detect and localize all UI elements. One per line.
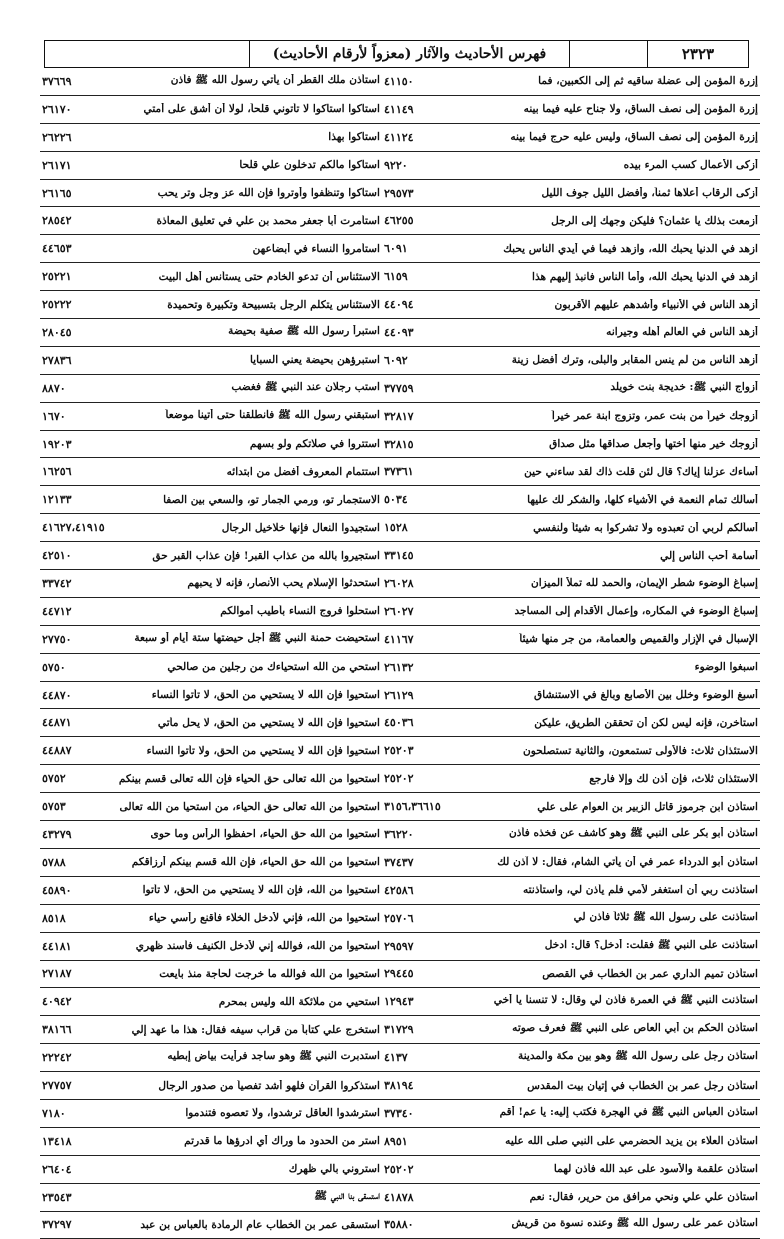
index-entry [40,1072,382,1100]
index-entry [382,263,760,291]
entry-number: ٣٨١٩٤ [384,1079,414,1092]
entry-number: ٢٧٧٥٠ [42,632,72,646]
index-entry [382,152,760,180]
entry-text: الاستئذان ثلاث، فإن أذن لك وإلا فارجع [589,772,758,785]
entry-number: ٣٣٧٤٢ [42,576,72,590]
entry-number: ٤٤٠٩٣ [384,325,414,339]
entry-text: استحيضت حمنة النبي ﷺ أجل حيضتها ستة أيام أو سبعة [134,631,380,644]
entry-text: استأذن عمر على رسول الله ﷺ وعنده نسوة من قريش [511,1217,758,1230]
entry-number: ٤٦٢٥٥ [384,214,414,228]
entry-number: ٣٨١٦٦ [42,1023,72,1037]
index-entry [40,821,382,849]
entry-number: ٢٥٧٠٦ [384,911,414,925]
entry-text: أساءك عزلنا إياك؟ قال لئن قلت ذاك لقد ساءني حين [524,465,758,478]
index-entry [382,1128,760,1156]
index-entry [382,737,760,765]
index-entry [382,988,760,1016]
entry-text: استبقني رسول الله ﷺ فانطلقنا حتى أتينا موضعاً [165,408,380,421]
index-entry [382,291,760,319]
entry-number: ٢٥٢٠٣ [384,744,414,758]
entry-number: ٢٦١٢٩ [384,688,414,702]
index-entry [382,542,760,570]
entry-text: استحيوا من الله حق الحياء، فإن الله قسم بينكم أرزاقكم [131,856,380,869]
entry-number: ٦٠٩١ [384,242,408,256]
entry-text: استأذنت النبي ﷺ في العمرة فأذن لي وقال: لا تنسنا يا أخي [493,994,758,1007]
index-entry [382,709,760,737]
entry-text: استأذن رجل عمر بن الخطاب في إتيان بيت المقدس [527,1079,758,1092]
entry-number: ٣٧٦٦٩ [42,74,72,88]
entry-number: ٤٣٢٧٩ [42,827,72,841]
entry-number: ٣٢٨١٧ [384,409,414,423]
entry-text: أزمعت بذلك يا عثمان؟ فليكن وجهك إلى الرجل [551,214,758,227]
entry-text: استأذن أبو الدرداء عمر في أن يأتي الشام، فقال: لا آذن لك [497,856,758,869]
entry-number: ٤١٨٧٨ [384,1190,414,1204]
entry-text: أزكى الأعمال كسب المرء بيده [623,159,758,172]
entry-text: استبرؤهن بحيضة يعني السبايا [249,354,380,367]
entry-number: ٣١٧٢٩ [384,1023,414,1037]
index-entry [382,598,760,626]
index-entry [40,626,382,654]
entry-text: أزهد الناس من لم ينس المقابر والبلى، وترك أفضل زينة [511,354,758,367]
index-entry [40,1212,382,1239]
index-entry [40,682,382,710]
entry-text: استحدثوا الإسلام يحب الأنصار، فإنه لا يحبهم [187,577,380,590]
index-body [40,68,760,1232]
index-entry [382,961,760,989]
index-entry [382,654,760,682]
index-entry [382,403,760,431]
index-entry [40,709,382,737]
entry-number: ٣٧٣٤٠ [384,1106,414,1120]
entry-number: ٤٥٨٩٠ [42,883,72,897]
entry-text: استحيوا فإن الله لا يستحيي من الحق، لا تأتوا النساء [151,689,380,702]
entry-number: ٣٣١٤٥ [384,549,414,563]
index-entry [382,96,760,124]
entry-text: أزكى الرقاب أعلاها ثمناً، وأفضل الليل جوف الليل [541,187,758,199]
index-entry [382,765,760,793]
entry-text: استأذنت على رسول الله ﷺ ثلاثاً فأذن لي [573,910,758,923]
entry-text: استسقى بنا النبي ﷺ [314,1189,380,1202]
entry-text: استحيوا من الله تعالى حق الحياء فإن الله تعالى قسم بينكم [118,772,380,785]
index-entry [382,207,760,235]
index-entry [40,1016,382,1044]
entry-text: أزوجك خيراً من بنت عمر، وتزوج ابنة عمر خيراً [551,410,758,423]
entry-number: ١٥٢٨ [384,521,408,535]
entry-number: ٢٦١٧٠ [42,102,72,116]
entry-number: ٨٥١٨ [42,911,66,925]
index-entry [40,542,382,570]
entry-number: ١٢٩٤٣ [384,995,414,1009]
entry-text: إزرة المؤمن إلى نصف الساق، وليس عليه حرج فيما بينه [510,131,758,144]
index-entry [40,263,382,291]
entry-number: ٢٦١٣٢ [384,660,414,674]
entry-number: ٥٠٣٤ [384,493,408,507]
index-entry [40,1128,382,1156]
index-entry [40,152,382,180]
index-entry [40,347,382,375]
index-entry [40,291,382,319]
entry-number: ١٣٤١٨ [42,1134,72,1148]
index-entry [40,458,382,486]
index-entry [40,319,382,347]
entry-text: ازهد في الدنيا يحبك الله، وازهد فيما في أيدي الناس يحبك [503,242,758,255]
entry-text: الاستجمار تو، ورمي الجمار تو، والسعي بين الصفا [163,493,380,506]
entry-number: ٤١١٢٤ [384,130,414,144]
entry-text: إسباغ الوضوء في المكاره، وإعمال الأقدام إلى المساجد [514,605,758,618]
index-entry [40,654,382,682]
entry-number: ٨٩٥١ [384,1134,408,1148]
index-entry [382,375,760,403]
entry-text: استروني بالي ظهرك [288,1163,380,1176]
page-title: فهرس الأحاديث والآثار (معزواً لأرقام الأحاديث) [250,41,570,67]
entry-number: ٩٢٢٠ [384,158,408,172]
entry-text: ازهد في الدنيا يحبك الله، وأما الناس فانبذ إليهم هذا [532,270,758,283]
index-entry [40,486,382,514]
index-entry [40,933,382,961]
index-entry [40,598,382,626]
entry-number: ٨٨٧٠ [42,381,66,395]
entry-number: ٢٥٢٠٢ [384,772,414,786]
entry-text: أزهد الناس في الأنبياء وأشدهم عليهم الأقربون [554,298,758,311]
entry-number: ٤٤٨٨٧ [42,744,72,758]
entry-text: إزرة المؤمن إلى نصف الساق، ولا جناح عليه فيما بينه [523,103,758,116]
entry-text: استخرج علي كتاباً من قراب سيفه فقال: هذا ما عهد إلي [131,1023,380,1036]
entry-number: ٢٦٠٢٧ [384,604,414,618]
index-entry [382,68,760,96]
entry-text: استأذن علقمة والأسود على عبد الله فأذن لهما [553,1163,758,1176]
entry-number: ٤٢٥١٠ [42,549,72,563]
entry-text: أسألك تمام النعمة في الأشياء كلها، والشكر لك عليها [527,493,758,506]
index-entry [40,124,382,152]
index-entry [382,1072,760,1100]
entry-text: استحلوا فروج النساء بأطيب أموالكم [220,605,380,618]
entry-text: الاستئذان ثلاث: فالأولى تستمعون، والثانية تستصلحون [522,744,758,757]
index-entry [382,877,760,905]
entry-number: ٤٤١٨١ [42,939,72,953]
entry-text: استاكوا استاكوا لا تأتوني قلحاً، لولا أن أشق على أمتي [143,103,380,116]
index-entry [382,1016,760,1044]
entry-number: ٥٧٥٢ [42,772,66,786]
index-entry [40,1100,382,1128]
left-column [40,68,382,1232]
index-entry [40,765,382,793]
entry-number: ٦٠٩٢ [384,353,408,367]
entry-text: أزهد الناس في العالم أهله وجيرانه [606,326,758,339]
entry-text: استحيوا من الله حق الحياء، احفظوا الرأس وما حوى [150,828,380,841]
entry-text: استأخرن، فإنه ليس لكن أن تحققن الطريق، عليكن [534,716,758,729]
index-entry [40,988,382,1016]
entry-number: ٤٤٠٩٤ [384,298,414,312]
entry-number: ٦١٥٩ [384,270,408,284]
entry-text: استأذن رجل على رسول الله ﷺ وهو بين مكة والمدينة [518,1050,758,1063]
entry-number: ٤١١٤٩ [384,102,414,116]
entry-text: استبرأ رسول الله ﷺ صفية بحيضة [228,324,380,337]
index-entry [40,1044,382,1072]
index-entry [40,514,382,542]
entry-text: استأذن ملك القطر أن يأتي رسول الله ﷺ فأذن [170,73,380,86]
entry-text: استأذن أبو بكر على النبي ﷺ وهو كاشف عن فخذه فأذن [509,826,758,839]
entry-text: استأذنت ربي أن استغفر لأمي فلم يأذن لي، واستأذنته [523,884,758,897]
entry-number: ٢٨٥٤٢ [42,214,72,228]
entry-text: استحيوا من الله تعالى حق الحياء، من استحيا من الله تعالى [119,800,380,813]
entry-number: ٢٥٢٢١ [42,270,72,284]
entry-text: استأذن العلاء بن يزيد الحضرمي على النبي صلى الله عليه [505,1135,758,1148]
entry-number: ١٦٧٠ [42,409,66,423]
entry-text: استأذن العباس النبي ﷺ في الهجرة فكتب إليه: يا عم! أقم [499,1105,758,1118]
entry-text: استتمام المعروف أفضل من ابتدائه [226,465,380,478]
index-entry [382,514,760,542]
index-entry [382,682,760,710]
entry-text: استاكوا بهذا [328,131,380,144]
entry-text: اسبغوا الوضوء [694,661,758,674]
index-entry [382,1100,760,1128]
entry-text: استتروا في صلاتكم ولو بسهم [249,438,380,451]
entry-number: ٢٦١٧١ [42,158,72,172]
entry-text: استرشدوا العاقل ترشدوا، ولا تعصوه فتندموا [185,1107,380,1120]
index-entry [40,570,382,598]
entry-number: ٤٠٩٤٢ [42,995,72,1009]
entry-number: ٤٤٧١٢ [42,604,72,618]
entry-text: استحيوا فإن الله لا يستحيي من الحق، ولا تأتوا النساء [146,744,380,757]
entry-text: الاستئناس أن تدعو الخادم حتى يستأنس أهل البيت [158,270,380,283]
index-entry [40,431,382,459]
index-entry [40,403,382,431]
entry-number: ٥٧٥٠ [42,660,66,674]
entry-number: ٣٧٤٣٧ [384,855,414,869]
index-entry [382,431,760,459]
entry-text: إسباغ الوضوء شطر الإيمان، والحمد لله تملأ الميزان [530,577,758,590]
entry-number: ٢٧١٨٧ [42,967,72,981]
index-entry [382,1044,760,1072]
entry-number: ٣٧٢٩٧ [42,1218,72,1232]
index-entry [382,347,760,375]
entry-number: ٢٦٠٢٨ [384,576,414,590]
entry-number: ٢٩٥٧٣ [384,186,414,200]
index-entry [40,235,382,263]
entry-number: ٣٧٧٥٩ [384,381,414,395]
entry-text: استأذن تميم الداري عمر بن الخطاب في القصص [542,967,758,980]
entry-number: ١٢١٣٣ [42,493,72,507]
entry-text: استأمروا النساء في أبضاعهن [252,242,380,255]
entry-text: استحيوا من الله، فإن الله لا يستحيي من الحق، لا تأتوا [142,884,380,897]
index-entry [382,124,760,152]
index-entry [382,626,760,654]
entry-text: استب رجلان عند النبي ﷺ فغضب [231,380,380,393]
entry-number: ٥٧٥٣ [42,800,66,814]
index-entry [382,793,760,821]
entry-number: ٣٧٣٦١ [384,465,414,479]
entry-number: ٤٤٦٥٣ [42,242,72,256]
entry-number: ٣١٥٦،٣٦٦١٥ [384,800,441,814]
entry-number: ٤١١٦٧ [384,632,414,646]
entry-text: استأمرت أبا جعفر محمد بن علي في تعليق المعاذة [156,214,380,227]
index-entry [382,933,760,961]
index-entry [382,570,760,598]
entry-text: استحيوا من الله، فوالله إني لأدخل الكنيف فأسند ظهري [135,940,380,953]
index-entry [382,1212,760,1239]
entry-text: استأذنت على النبي ﷺ فقلت: أدخل؟ قال: ادخل [544,938,758,951]
entry-number: ٢٧٨٣٦ [42,353,72,367]
entry-number: ٤٥٠٣٦ [384,716,414,730]
entry-number: ٤١٦٢٧،٤١٩١٥ [42,521,105,535]
entry-text: استاكوا وتنظفوا وأوتروا فإن الله عز وجل وتر يحب [157,187,380,199]
entry-text: أسامة أحب الناس إلي [660,549,758,562]
entry-number: ١٩٢٠٣ [42,437,72,451]
index-entry [40,180,382,208]
index-entry [40,905,382,933]
entry-number: ٤٤٨٧١ [42,716,72,730]
index-entry [382,1184,760,1212]
index-entry [40,1184,382,1212]
entry-text: استاكوا مالكم تدخلون علي قلحا [239,159,380,172]
entry-text: أسبغ الوضوء وخلل بين الأصابع وبالغ في الاستنشاق [534,689,758,702]
entry-text: استذكروا القرآن فلهو أشد تفصياً من صدور الرجال [158,1079,380,1092]
entry-number: ٤٤٨٧٠ [42,688,72,702]
entry-text: استدبرت النبي ﷺ وهو ساجد فرأيت بياض إبطيه [167,1050,380,1063]
entry-number: ٢٦٤٠٤ [42,1162,72,1176]
entry-number: ٢٨٠٤٥ [42,325,72,339]
page-header [44,40,749,68]
index-entry [40,849,382,877]
index-entry [40,1156,382,1184]
entry-number: ٢٣٥٤٣ [42,1190,72,1204]
entry-text: أزوجك خير منها أختها وأجعل صداقها مثل صداق [549,438,758,451]
entry-number: ٢٥٢٠٢ [384,1162,414,1176]
index-entry [40,96,382,124]
entry-number: ١٦٢٥٦ [42,465,72,479]
header-blank-middle [570,41,648,67]
index-entry [382,905,760,933]
entry-number: ٤١١٥٠ [384,74,414,88]
page-number: ٢٣٢٣ [681,45,715,63]
entry-text: استحيوا من الله، فإني لأدخل الخلاء فأقنع رأسي حياء [148,912,380,925]
entry-number: ٤٢٥٨٦ [384,883,414,897]
index-entry [40,68,382,96]
entry-number: ٥٧٨٨ [42,855,66,869]
index-entry [40,737,382,765]
entry-number: ٢٩٥٩٧ [384,939,414,953]
entry-number: ٣٢٨١٥ [384,437,414,451]
index-entry [40,793,382,821]
entry-text: استأذن الحكم بن أبي العاص على النبي ﷺ فعرف صوته [512,1022,758,1035]
entry-number: ٢٥٢٢٢ [42,298,72,312]
entry-text: استأذن ابن جرموز قاتل الزبير بن العوام على علي [537,800,758,813]
entry-number: ٢٧٧٥٧ [42,1079,72,1092]
right-column [382,68,760,1232]
index-entry [382,821,760,849]
entry-text: استحيي من ملائكة الله وليس بمحرم [218,995,380,1008]
index-entry [382,458,760,486]
entry-text: استأذن علي علي ونحي مرافق من حرير، فقال: نعم [529,1191,758,1204]
entry-number: ٢٦٢٢٦ [42,130,72,144]
entry-number: ٢٢٢٤٢ [42,1051,72,1065]
entry-number: ٢٦١٦٥ [42,186,72,200]
index-entry [382,235,760,263]
entry-text: استحيوا من الله فوالله ما خرجت لحاجة منذ بايعت [159,967,380,980]
entry-number: ٧١٨٠ [42,1106,66,1120]
index-entry [40,207,382,235]
index-entry [382,180,760,208]
entry-number: ٤١٣٧ [384,1051,408,1065]
entry-number: ٣٥٨٨٠ [384,1218,414,1232]
index-entry [382,319,760,347]
entry-text: استجيدوا النعال فإنها خلاخيل الرجال [221,521,380,534]
index-entry [382,486,760,514]
header-blank-left [45,41,250,67]
entry-text: أزواج النبي ﷺ: خديجة بنت خويلد [610,380,758,393]
index-entry [40,375,382,403]
index-entry [382,849,760,877]
index-entry [382,1156,760,1184]
entry-text: الاستئناس يتكلم الرجل بتسبيحة وتكبيرة وتحميدة [167,298,380,311]
entry-text: استحي من الله استحياءك من رجلين من صالحي [167,661,380,674]
entry-number: ٣٦٢٢٠ [384,827,414,841]
entry-text: إزرة المؤمن إلى عضلة ساقيه ثم إلى الكعبين، فما [538,75,758,88]
index-entry [40,877,382,905]
entry-text: أسألكم لربي أن تعبدوه ولا تشركوا به شيئاً ولنفسي [533,521,758,534]
entry-text: الإسبال في الإزار والقميص والعمامة، من جر منها شيئاً [519,633,758,646]
entry-text: استحيوا فإن الله لا يستحيي من الحق، لا يحل مأتي [157,716,380,729]
index-entry [40,961,382,989]
entry-text: استسقى عمر بن الخطاب عام الرمادة بالعباس بن عبد [140,1218,380,1231]
entry-text: استر من الحدود ما وراك أي ادرؤها ما قدرتم [184,1135,380,1148]
entry-number: ٢٩٤٤٥ [384,967,414,981]
entry-text: استجيروا بالله من عذاب القبر! فإن عذاب القبر حق [152,549,380,562]
